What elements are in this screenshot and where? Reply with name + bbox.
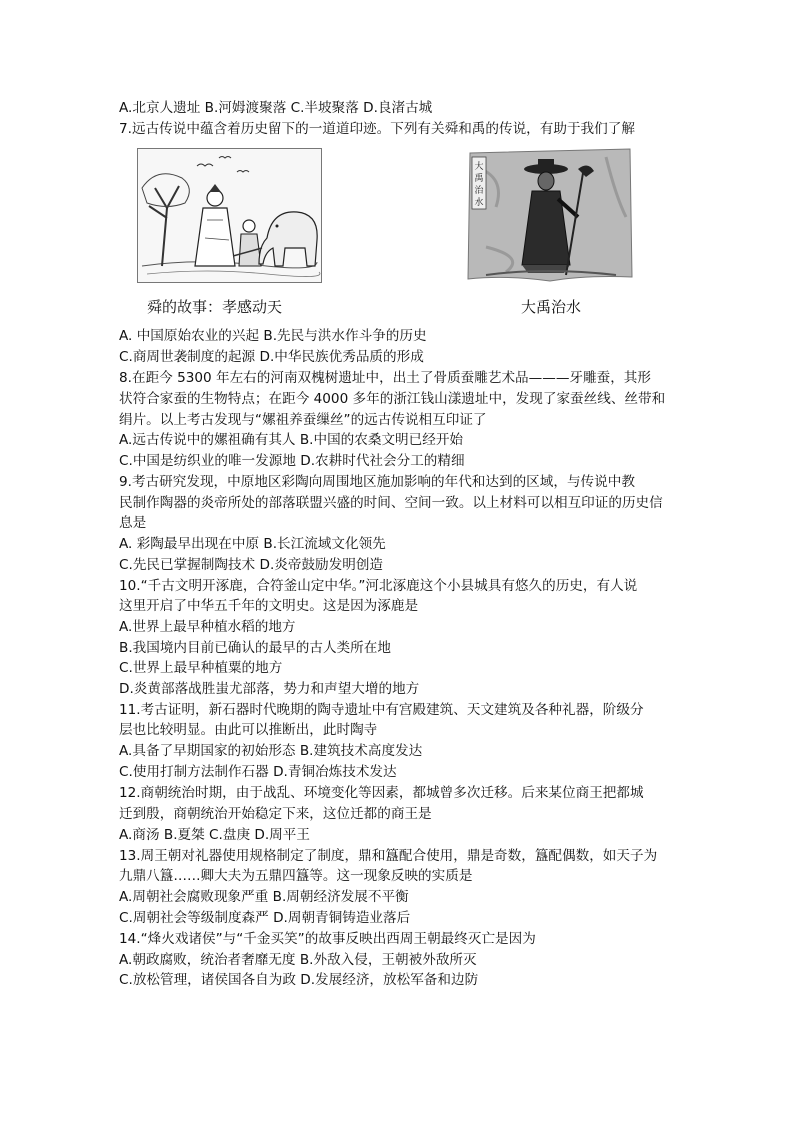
q6-options: A.北京人遗址 B.河姆渡聚落 C.半坡聚落 D.良渚古城	[119, 100, 433, 116]
q8-line-3: 绢片。以上考古发现与“嫘祖养蚕缫丝”的远古传说相互印证了	[119, 412, 487, 428]
q10-line-1: 10.“千古文明开涿鹿，合符釜山定中华。”河北涿鹿这个小县城具有悠久的历史，有人说	[119, 578, 638, 594]
q13-options-1: A.周朝社会腐败现象严重 B.周朝经济发展不平衡	[119, 889, 409, 905]
figure-dayu	[466, 147, 634, 284]
q14-options-1: A.朝政腐败，统治者奢靡无度 B.外敌入侵，王朝被外敌所灭	[119, 952, 477, 968]
q11-line-2: 层也比较明显。由此可以推断出，此时陶寺	[119, 722, 378, 738]
q13-line-2: 九鼎八簋……卿大夫为五鼎四簋等。这一现象反映的实质是	[119, 868, 473, 884]
q9-line-2: 民制作陶器的炎帝所处的部落联盟兴盛的时间、空间一致。以上材料可以相互印证的历史信	[119, 495, 663, 511]
shun-illustration-icon	[137, 148, 322, 283]
q7-options-2: C.商周世袭制度的起源 D.中华民族优秀品质的形成	[119, 349, 424, 365]
plate-char-4: 水	[474, 198, 484, 208]
q14-line-1: 14.“烽火戏诸侯”与“千金买笑”的故事反映出西周王朝最终灭亡是因为	[119, 931, 536, 947]
q10-option-c: C.世界上最早种植粟的地方	[119, 660, 283, 676]
q8-options-2: C.中国是纺织业的唯一发源地 D.农耕时代社会分工的精细	[119, 453, 465, 469]
figure-shun-story	[137, 148, 322, 283]
q8-line-2: 状符合家蚕的生物特点；在距今 4000 多年的浙江钱山漾遗址中，发现了家蚕丝线、丝带和	[119, 391, 666, 407]
fig1-caption: 舜的故事：孝感动天	[147, 298, 283, 316]
q9-line-1: 9.考古研究发现，中原地区彩陶向周围地区施加影响的年代和达到的区域，与传说中教	[119, 474, 635, 490]
fig2-caption: 大禹治水	[521, 298, 582, 316]
q12-options: A.商汤 B.夏桀 C.盘庚 D.周平王	[119, 827, 310, 843]
dayu-illustration-icon	[466, 147, 634, 284]
q10-option-b: B.我国境内目前已确认的最早的古人类所在地	[119, 640, 391, 656]
q10-option-a: A.世界上最早种植水稻的地方	[119, 619, 296, 635]
q8-options-1: A.远古传说中的嫘祖确有其人 B.中国的农桑文明已经开始	[119, 432, 464, 448]
q13-line-1: 13.周王朝对礼器使用规格制定了制度，鼎和簋配合使用，鼎是奇数，簋配偶数，如天子为	[119, 848, 658, 864]
q7-stem: 7.远古传说中蕴含着历史留下的一道道印迹。下列有关舜和禹的传说，有助于我们了解	[119, 121, 635, 137]
plate-char-3: 治	[474, 186, 484, 196]
q10-option-d: D.炎黄部落战胜蚩尤部落，势力和声望大增的地方	[119, 681, 420, 697]
q9-line-3: 息是	[119, 515, 147, 531]
q14-options-2: C.放松管理，诸侯国各自为政 D.发展经济，放松军备和边防	[119, 972, 479, 988]
q13-options-2: C.周朝社会等级制度森严 D.周朝青铜铸造业落后	[119, 910, 411, 926]
q11-options-1: A.具备了早期国家的初始形态 B.建筑技术高度发达	[119, 743, 423, 759]
q12-line-2: 迁到殷，商朝统治开始稳定下来，这位迁都的商王是	[119, 806, 432, 822]
q9-options-1: A. 彩陶最早出现在中原 B.长江流域文化领先	[119, 536, 386, 552]
q8-line-1: 8.在距今 5300 年左右的河南双槐树遗址中，出土了骨质蚕雕艺术品———牙雕蚕，其形	[119, 370, 651, 386]
plate-char-2: 禹	[474, 174, 484, 184]
q12-line-1: 12.商朝统治时期，由于战乱、环境变化等因素，都城曾多次迁移。后来某位商王把都城	[119, 785, 644, 801]
q9-options-2: C.先民已掌握制陶技术 D.炎帝鼓励发明创造	[119, 557, 384, 573]
q7-options-1: A. 中国原始农业的兴起 B.先民与洪水作斗争的历史	[119, 328, 427, 344]
q11-options-2: C.使用打制方法制作石器 D.青铜冶炼技术发达	[119, 764, 397, 780]
plate-char-1: 大	[474, 162, 484, 172]
q11-line-1: 11.考古证明，新石器时代晚期的陶寺遗址中有宫殿建筑、天文建筑及各种礼器，阶级分	[119, 702, 644, 718]
q10-line-2: 这里开启了中华五千年的文明史。这是因为涿鹿是	[119, 598, 419, 614]
